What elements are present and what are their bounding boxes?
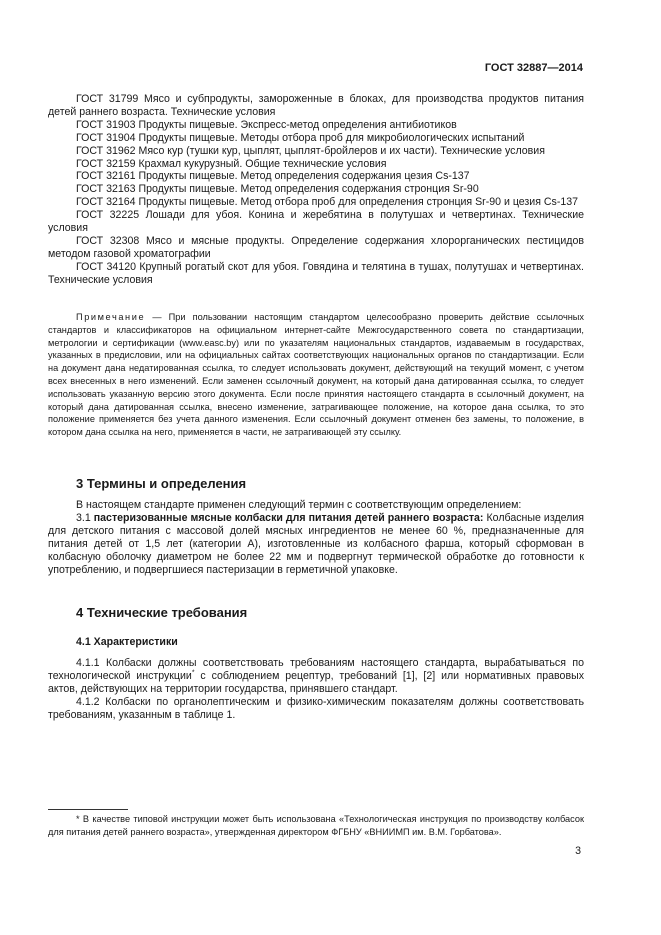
- note-block: [48, 311, 584, 439]
- standard-code-header: ГОСТ 32887—2014: [484, 62, 583, 74]
- reference-item: ГОСТ 32161 Продукты пищевые. Метод определения содержания цезия Cs-137: [76, 170, 470, 183]
- reference-item: ГОСТ 31962 Мясо кур (тушки кур, цыплят, цыплят-бройлеров и их части). Технические условия: [76, 144, 545, 157]
- reference-item: ГОСТ 31799 Мясо и субпродукты, замороженные в блоках, для производства продуктов питания детей раннего возраста. Технические условия: [48, 93, 584, 118]
- term-name: пастеризованные мясные колбаски для питания детей раннего возраста:: [93, 511, 484, 524]
- subsection-4-1-title: 4.1 Характеристики: [76, 636, 178, 648]
- reference-item: ГОСТ 31903 Продукты пищевые. Экспресс-метод определения антибиотиков: [76, 118, 457, 131]
- term-definition: [48, 512, 584, 577]
- section-3-intro: В настоящем стандарте применен следующий термин с соответствующим определением:: [76, 499, 522, 511]
- section-3-body: [48, 499, 584, 576]
- reference-item: ГОСТ 34120 Крупный рогатый скот для убоя. Говядина и телятина в тушах, полутушах и четвертинах. Технические условия: [48, 260, 584, 286]
- reference-item: ГОСТ 32163 Продукты пищевые. Метод определения содержания стронция Sr-90: [76, 183, 479, 196]
- note-text: — При пользовании настоящим стандартом целесообразно проверить действие ссылочных стандартов и классификаторов на официальном интернет-сайте Межгосударственного совета по стандартизации, метрологии и сертификации (www.easc.by) или по указателям национальных стандартов, издаваемым в государствах, указанных в предисловии, или на официальных сайтах соответствующих национальных органов по стандартизации. Если на документ дана недатированная ссылка, то следует использовать документ, действующий на текущий момент, с учетом всех внесенных в него изменений. Если заменен ссылочный документ, на который дана датированная ссылка, то следует использовать указанную версию этого документа. Если после принятия настоящего стандарта в ссылочный документ, на который дана датированная ссылка, внесено изменение, затрагивающее положение, на которое дана ссылка, то это положение применяется без учета данного изменения. Если ссылочный документ отменен без замены, то положение, в котором дана ссылка на него, применяется в части, не затрагивающей эту ссылку.: [48, 312, 584, 438]
- reference-item: ГОСТ 31904 Продукты пищевые. Методы отбора проб для микробиологических испытаний: [76, 131, 525, 144]
- section-4-title: 4 Технические требования: [76, 605, 248, 620]
- clause-4-1-1: 4.1.1 Колбаски должны соответствовать требованиям настоящего стандарта, вырабатываться по технологической инструкции* с соблюдением рецептур, требований [1], [2] или нормативных правовых актов, действующих на территории государства, принявшего стандарт.: [48, 657, 584, 695]
- footnote-marker: *: [191, 669, 195, 677]
- reference-item: ГОСТ 32225 Лошади для убоя. Конина и жеребятина в полутушах и четвертинах. Технические условия: [48, 209, 584, 235]
- page-number: 3: [575, 845, 581, 857]
- normative-references-list: [48, 93, 584, 287]
- term-number: 3.1: [76, 511, 94, 524]
- footnote: * В качестве типовой инструкции может быть использована «Технологическая инструкция по производству колбасок для питания детей раннего возраста», утвержденная директором ФГБНУ «ВНИИМП им. В.М. Горбатова».: [48, 814, 584, 837]
- section-4-body: [48, 657, 584, 722]
- reference-item: ГОСТ 32159 Крахмал кукурузный. Общие технические условия: [76, 157, 387, 170]
- term-definition-text: Колбасные изделия для детского питания с массовой долей мясных ингредиентов не менее 60 %, предназначенные для питания детей от 1,5 лет (категории А), изготовленные из колбасного фарша, который сформован в колбасную оболочку диаметром не более 22 мм и подвергнут термической обработке до готовности к употреблению, и подвергшиеся пастеризации в герметичной упаковке.: [48, 511, 585, 576]
- reference-item: ГОСТ 32308 Мясо и мясные продукты. Определение содержания хлорорганических пестицидов методом газовой хроматографии: [48, 234, 584, 260]
- clause-4-1-2: 4.1.2 Колбаски по органолептическим и физико-химическим показателям должны соответствовать требованиям, указанным в таблице 1.: [48, 695, 584, 721]
- footnote-separator: [48, 809, 128, 810]
- reference-item: ГОСТ 32164 Продукты пищевые. Метод отбора проб для определения стронция Sr-90 и цезия Cs-137: [76, 196, 579, 209]
- section-3-title: 3 Термины и определения: [76, 476, 247, 491]
- note-label: Примечание: [76, 312, 146, 322]
